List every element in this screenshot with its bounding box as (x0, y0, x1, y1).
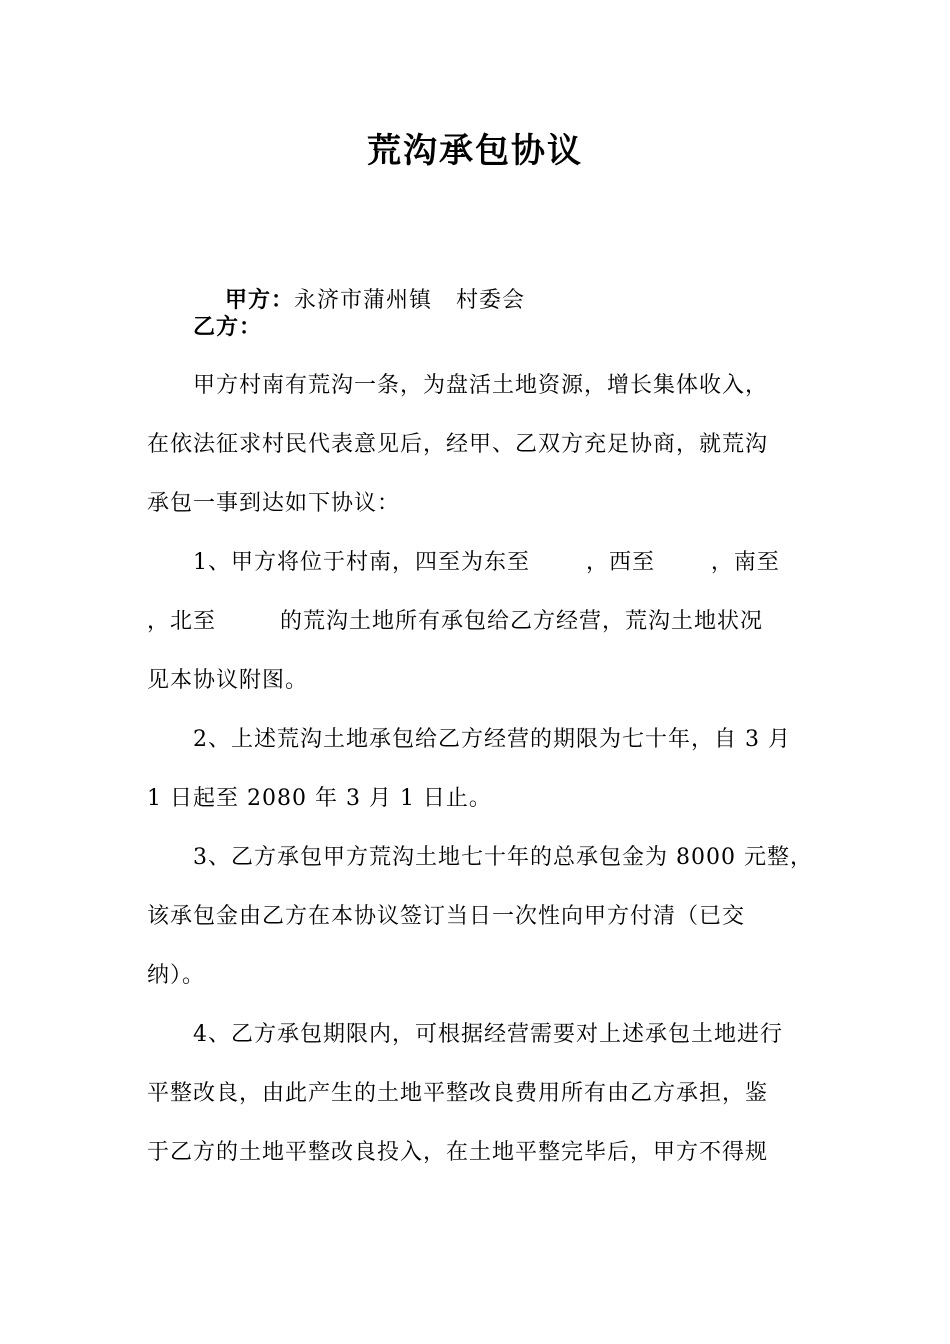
clause-3-line: 纳）。 (147, 963, 206, 988)
clause-4-line: 4、乙方承包期限内，可根据经营需要对上述承包土地进行 (193, 1022, 783, 1047)
paragraph-line: 在依法征求村民代表意见后，经甲、乙双方充足协商，就荒沟 (147, 432, 769, 457)
clause-2-line: 2、上述荒沟土地承包给乙方经营的期限为七十年，自 3 月 (193, 727, 791, 752)
clause-3-line: 该承包金由乙方在本协议签订当日一次性向甲方付清（已交 (147, 904, 746, 929)
paragraph-line: 承包一事到达如下协议： (147, 491, 401, 516)
party-a-value: 永济市蒲州镇 村委会 (294, 288, 525, 313)
party-a-label: 甲方： (224, 287, 294, 313)
clause-1-line: 见本协议附图。 (147, 668, 309, 693)
clause-4-line: 平整改良，由此产生的土地平整改良费用所有由乙方承担，鉴 (147, 1081, 769, 1106)
paragraph-line: 甲方村南有荒沟一条，为盘活土地资源，增长集体收入， (193, 373, 769, 398)
clause-1-line: ，北至 的荒沟土地所有承包给乙方经营，荒沟土地状况 (147, 609, 763, 634)
clause-4-line: 于乙方的土地平整改良投入，在土地平整完毕后，甲方不得规 (147, 1140, 769, 1165)
document-title: 荒沟承包协议 (367, 131, 583, 171)
clause-1-line: 1、甲方将位于村南，四至为东至 ，西至 ，南至 (193, 550, 780, 575)
clause-2-line: 1 日起至 2080 年 3 月 1 日止。 (147, 786, 492, 811)
clause-3-line: 3、乙方承包甲方荒沟土地七十年的总承包金为 8000 元整， (193, 845, 813, 870)
party-b-label: 乙方： (193, 314, 263, 340)
